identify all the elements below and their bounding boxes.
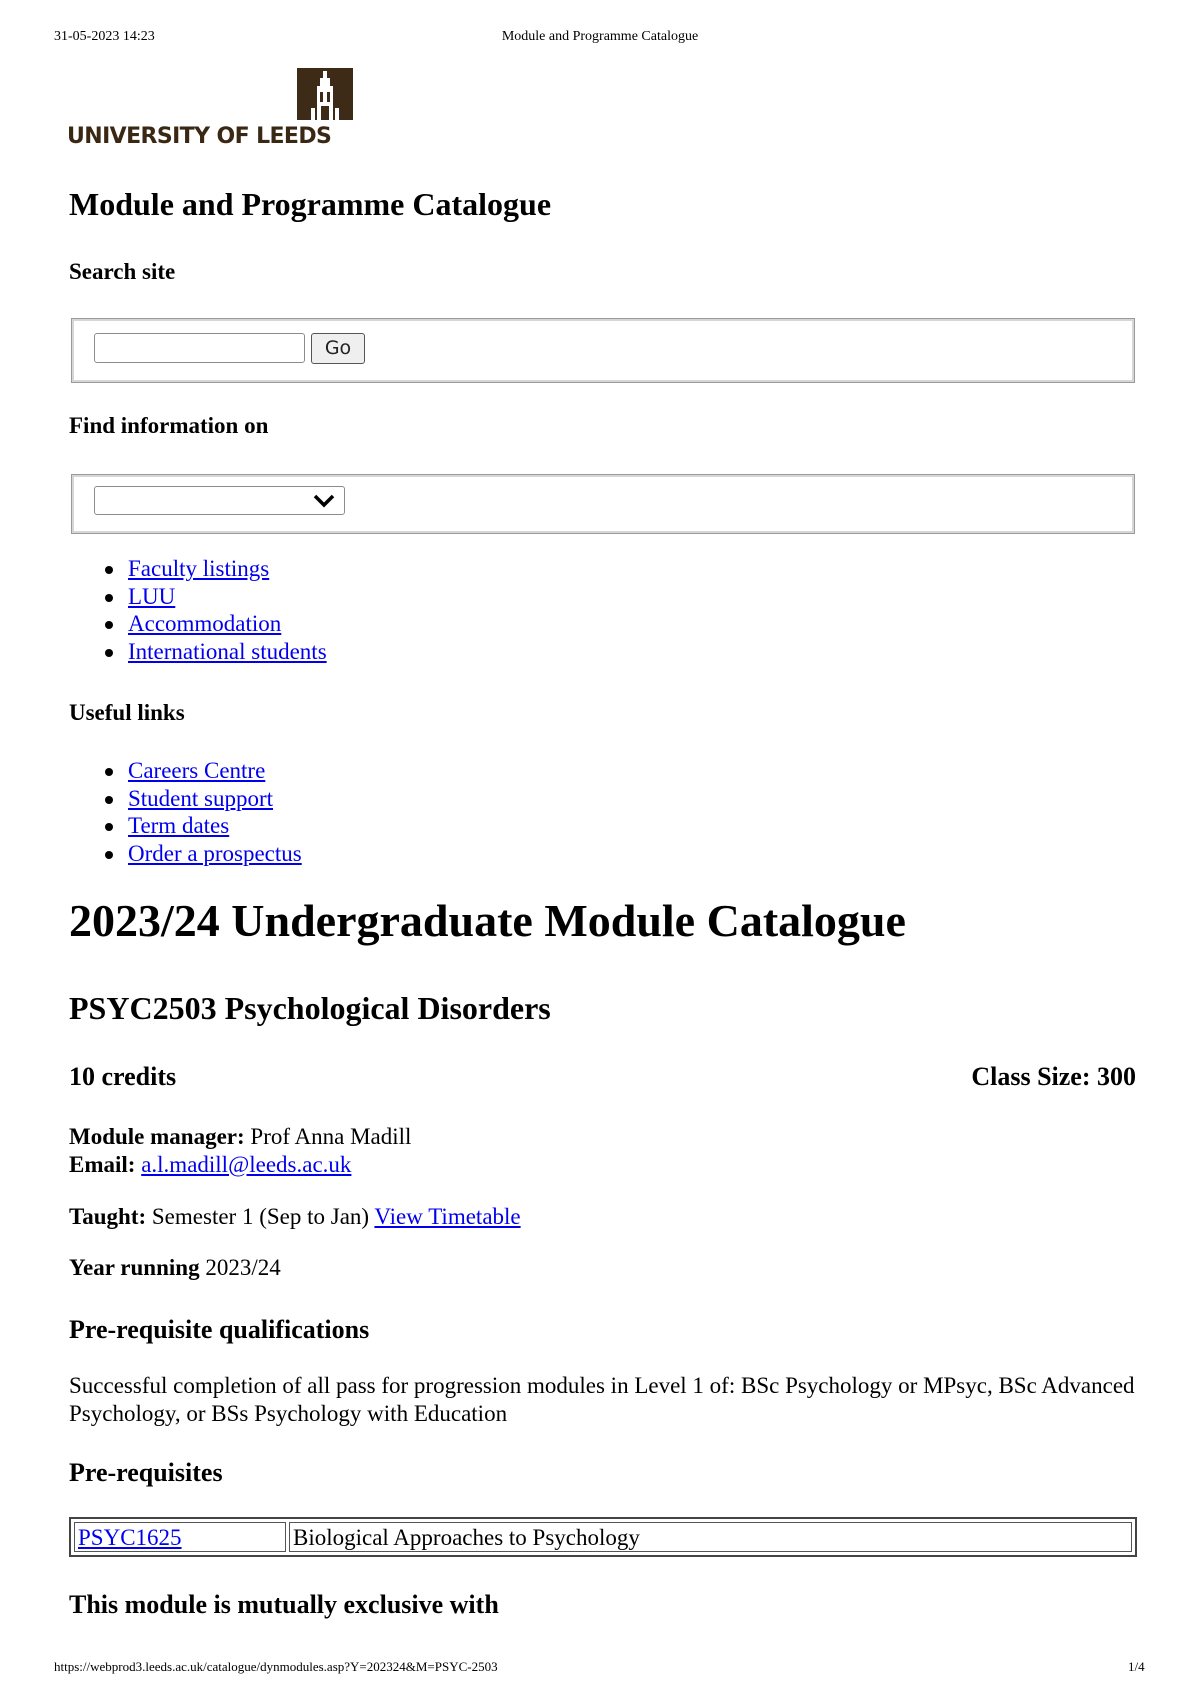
site-title: Module and Programme Catalogue bbox=[69, 186, 552, 222]
go-button[interactable]: Go bbox=[311, 333, 365, 364]
bullet bbox=[105, 594, 113, 602]
year-running-line bbox=[69, 1254, 281, 1282]
chevron-down-icon bbox=[312, 493, 336, 509]
search-input[interactable] bbox=[94, 333, 305, 363]
email-link[interactable]: a.l.madill@leeds.ac.uk bbox=[141, 1151, 352, 1177]
list-item bbox=[69, 583, 327, 611]
taught-label: Taught: bbox=[69, 1204, 147, 1229]
prerequisites-table bbox=[69, 1517, 1137, 1557]
module-credits: 10 credits bbox=[69, 1062, 177, 1091]
international-students-link[interactable]: International students bbox=[128, 638, 327, 664]
module-title: PSYC2503 Psychological Disorders bbox=[69, 990, 551, 1026]
bullet bbox=[105, 823, 113, 831]
bullet bbox=[105, 566, 113, 574]
print-datetime: 31-05-2023 14:23 bbox=[54, 29, 155, 44]
print-page-title: Module and Programme Catalogue bbox=[501, 29, 699, 44]
search-label: Search site bbox=[69, 259, 176, 284]
list-item bbox=[69, 785, 302, 813]
find-information-form bbox=[71, 474, 1135, 534]
table-cell-title: Biological Approaches to Psychology bbox=[289, 1522, 1132, 1552]
manager-name: Prof Anna Madill bbox=[250, 1124, 412, 1149]
year-running-value: 2023/24 bbox=[205, 1255, 281, 1280]
bullet bbox=[105, 851, 113, 859]
mutually-exclusive-heading: This module is mutually exclusive with bbox=[69, 1590, 499, 1619]
university-name: UNIVERSITY OF LEEDS bbox=[67, 124, 332, 149]
prerequisite-code-link[interactable]: PSYC1625 bbox=[78, 1525, 182, 1550]
accommodation-link[interactable]: Accommodation bbox=[128, 611, 282, 636]
print-url: https://webprod3.leeds.ac.uk/catalogue/dynmodules.asp?Y=202324&M=PSYC-2503 bbox=[54, 1659, 498, 1674]
taught-line bbox=[69, 1203, 521, 1231]
useful-links-label: Useful links bbox=[69, 700, 185, 725]
bullet bbox=[105, 649, 113, 657]
list-item bbox=[69, 610, 327, 638]
careers-centre-link[interactable]: Careers Centre bbox=[128, 758, 266, 783]
prerequisites-heading: Pre-requisites bbox=[69, 1458, 223, 1487]
manager-label: Module manager: bbox=[69, 1124, 245, 1149]
list-item bbox=[69, 812, 302, 840]
parkinson-tower-icon bbox=[297, 68, 353, 120]
bullet bbox=[105, 796, 113, 804]
view-timetable-link[interactable]: View Timetable bbox=[374, 1204, 521, 1229]
university-logo[interactable] bbox=[67, 68, 353, 152]
order-prospectus-link[interactable]: Order a prospectus bbox=[128, 840, 302, 866]
table-cell-code bbox=[74, 1522, 286, 1552]
faculty-listings-link[interactable]: Faculty listings bbox=[128, 556, 270, 581]
find-information-select[interactable] bbox=[94, 486, 345, 515]
list-item bbox=[69, 638, 327, 666]
year-running-label: Year running bbox=[69, 1255, 200, 1280]
student-support-link[interactable]: Student support bbox=[128, 785, 274, 811]
prerequisite-qualifications-heading: Pre-requisite qualifications bbox=[69, 1315, 370, 1344]
list-item bbox=[69, 555, 327, 583]
useful-links bbox=[69, 757, 302, 867]
find-information-label: Find information on bbox=[69, 413, 269, 438]
find-information-links bbox=[69, 555, 327, 665]
luu-link[interactable]: LUU bbox=[128, 583, 176, 609]
page-number: 1/4 bbox=[1128, 1659, 1145, 1674]
email-label: Email: bbox=[69, 1151, 136, 1177]
bullet bbox=[105, 621, 113, 629]
module-contact bbox=[69, 1123, 411, 1178]
taught-value: Semester 1 (Sep to Jan) bbox=[151, 1204, 370, 1229]
class-size: Class Size: 300 bbox=[971, 1062, 1136, 1091]
prerequisite-qualifications-text: Successful completion of all pass for progression modules in Level 1 of: BSc Psychology or MPsyc, BSc Advanced Psychology, or BSs Psychology with Education bbox=[69, 1373, 1135, 1426]
catalogue-title: 2023/24 Undergraduate Module Catalogue bbox=[69, 895, 906, 946]
search-form bbox=[71, 318, 1135, 383]
term-dates-link[interactable]: Term dates bbox=[128, 813, 230, 838]
bullet bbox=[105, 768, 113, 776]
list-item bbox=[69, 840, 302, 868]
list-item bbox=[69, 757, 302, 785]
